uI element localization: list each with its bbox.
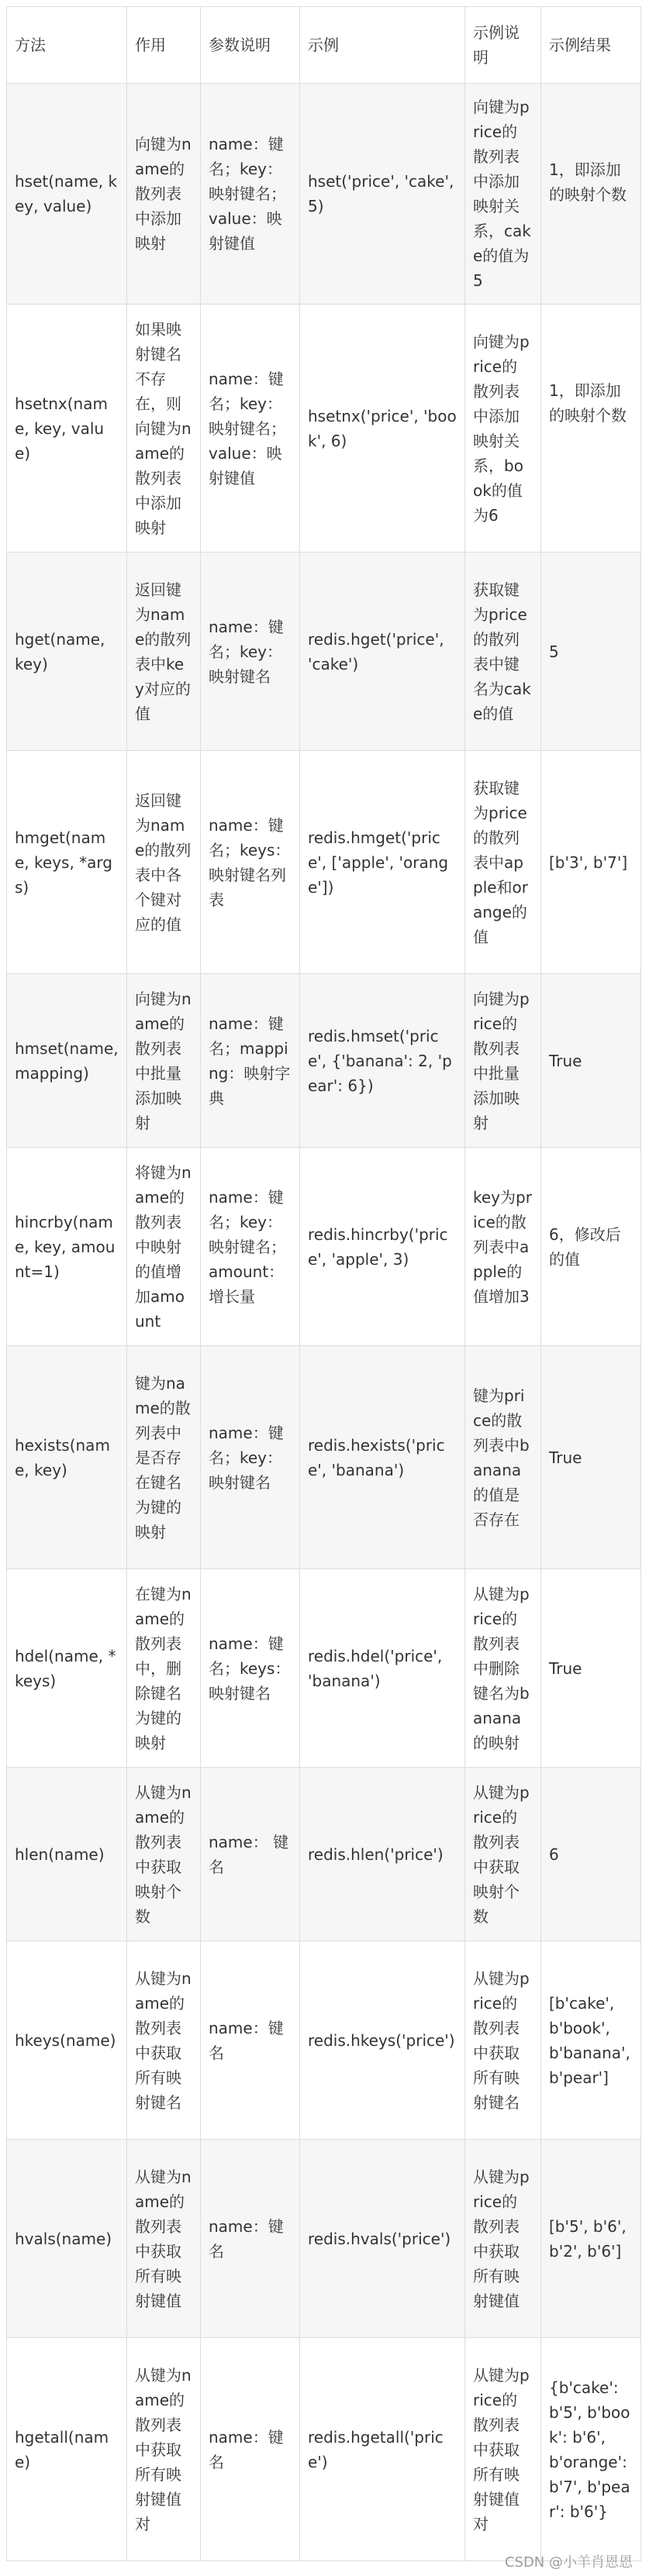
header-example: 示例 bbox=[300, 7, 465, 84]
header-row bbox=[7, 7, 641, 84]
csdn-watermark: CSDN @小羊肖恩恩 bbox=[504, 2554, 633, 2571]
cell-params: name：键名 bbox=[201, 2338, 300, 2561]
cell-method: hset(name, key, value) bbox=[7, 84, 127, 305]
cell-purpose: 向键为name的散列表中批量添加映射 bbox=[127, 974, 201, 1148]
cell-purpose: 从键为name的散列表中获取映射个数 bbox=[127, 1768, 201, 1941]
cell-example: redis.hmset('price', {'banana': 2, 'pear': 6}) bbox=[300, 974, 465, 1148]
cell-params: name：键名；key：映射键名 bbox=[201, 1346, 300, 1569]
table-row bbox=[7, 1569, 641, 1768]
cell-params: name：键名；keys：映射键名列表 bbox=[201, 751, 300, 974]
cell-result: True bbox=[541, 1569, 641, 1768]
header-method: 方法 bbox=[7, 7, 127, 84]
cell-method: hlen(name) bbox=[7, 1768, 127, 1941]
cell-result: [b'3', b'7'] bbox=[541, 751, 641, 974]
table-row bbox=[7, 84, 641, 305]
cell-method: hvals(name) bbox=[7, 2140, 127, 2338]
cell-example: redis.hkeys('price') bbox=[300, 1941, 465, 2140]
cell-example-desc: 从键为price的散列表中获取映射个数 bbox=[465, 1768, 541, 1941]
cell-example-desc: 从键为price的散列表中获取所有映射键值对 bbox=[465, 2338, 541, 2561]
cell-example: redis.hexists('price', 'banana') bbox=[300, 1346, 465, 1569]
cell-example-desc: 获取键为price的散列表中键名为cake的值 bbox=[465, 553, 541, 751]
header-purpose: 作用 bbox=[127, 7, 201, 84]
cell-purpose: 键为name的散列表中是否存在键名为键的映射 bbox=[127, 1346, 201, 1569]
cell-params: name：键名；mapping：映射字典 bbox=[201, 974, 300, 1148]
cell-example-desc: 从键为price的散列表中删除键名为banana的映射 bbox=[465, 1569, 541, 1768]
cell-purpose: 从键为name的散列表中获取所有映射键名 bbox=[127, 1941, 201, 2140]
cell-example-desc: 向键为price的散列表中批量添加映射 bbox=[465, 974, 541, 1148]
cell-params: name：键名；key：映射键名 bbox=[201, 553, 300, 751]
cell-example-desc: key为price的散列表中apple的值增加3 bbox=[465, 1148, 541, 1346]
cell-method: hmget(name, keys, *args) bbox=[7, 751, 127, 974]
cell-purpose: 如果映射键名不存在，则向键为name的散列表中添加映射 bbox=[127, 305, 201, 553]
cell-result: 1，即添加的映射个数 bbox=[541, 84, 641, 305]
cell-result: [b'5', b'6', b'2', b'6'] bbox=[541, 2140, 641, 2338]
cell-purpose: 向键为name的散列表中添加映射 bbox=[127, 84, 201, 305]
cell-method: hsetnx(name, key, value) bbox=[7, 305, 127, 553]
cell-example-desc: 向键为price的散列表中添加映射关系，book的值为6 bbox=[465, 305, 541, 553]
cell-purpose: 从键为name的散列表中获取所有映射键值 bbox=[127, 2140, 201, 2338]
cell-method: hexists(name, key) bbox=[7, 1346, 127, 1569]
cell-example: hsetnx('price', 'book', 6) bbox=[300, 305, 465, 553]
table-row bbox=[7, 2140, 641, 2338]
cell-params: name：键名 bbox=[201, 1941, 300, 2140]
table-row bbox=[7, 1941, 641, 2140]
header-params: 参数说明 bbox=[201, 7, 300, 84]
cell-purpose: 返回键为name的散列表中key对应的值 bbox=[127, 553, 201, 751]
header-result: 示例结果 bbox=[541, 7, 641, 84]
cell-params: name： 键名 bbox=[201, 1768, 300, 1941]
table-row bbox=[7, 1346, 641, 1569]
cell-example-desc: 从键为price的散列表中获取所有映射键名 bbox=[465, 1941, 541, 2140]
cell-result: 6 bbox=[541, 1768, 641, 1941]
cell-example: redis.hget('price', 'cake') bbox=[300, 553, 465, 751]
cell-example: redis.hincrby('price', 'apple', 3) bbox=[300, 1148, 465, 1346]
table-row bbox=[7, 751, 641, 974]
cell-method: hincrby(name, key, amount=1) bbox=[7, 1148, 127, 1346]
redis-hash-methods-table bbox=[6, 6, 641, 2561]
table-row bbox=[7, 305, 641, 553]
cell-result: True bbox=[541, 974, 641, 1148]
cell-method: hkeys(name) bbox=[7, 1941, 127, 2140]
cell-method: hgetall(name) bbox=[7, 2338, 127, 2561]
cell-method: hget(name, key) bbox=[7, 553, 127, 751]
cell-method: hdel(name, *keys) bbox=[7, 1569, 127, 1768]
table-row bbox=[7, 1768, 641, 1941]
cell-example-desc: 键为price的散列表中banana的值是否存在 bbox=[465, 1346, 541, 1569]
cell-example-desc: 获取键为price的散列表中apple和orange的值 bbox=[465, 751, 541, 974]
cell-result: 1，即添加的映射个数 bbox=[541, 305, 641, 553]
cell-method: hmset(name, mapping) bbox=[7, 974, 127, 1148]
cell-result: [b'cake', b'book', b'banana', b'pear'] bbox=[541, 1941, 641, 2140]
cell-example: hset('price', 'cake', 5) bbox=[300, 84, 465, 305]
table-row bbox=[7, 553, 641, 751]
cell-example: redis.hgetall('price') bbox=[300, 2338, 465, 2561]
cell-result: True bbox=[541, 1346, 641, 1569]
cell-example: redis.hmget('price', ['apple', 'orange']) bbox=[300, 751, 465, 974]
cell-purpose: 将键为name的散列表中映射的值增加amount bbox=[127, 1148, 201, 1346]
cell-result: {b'cake': b'5', b'book': b'6', b'orange': b'7', b'pear': b'6'} bbox=[541, 2338, 641, 2561]
header-example-desc: 示例说明 bbox=[465, 7, 541, 84]
cell-example: redis.hdel('price', 'banana') bbox=[300, 1569, 465, 1768]
cell-example-desc: 向键为price的散列表中添加映射关系，cake的值为5 bbox=[465, 84, 541, 305]
table-row bbox=[7, 1148, 641, 1346]
cell-example: redis.hvals('price') bbox=[300, 2140, 465, 2338]
table-row bbox=[7, 2338, 641, 2561]
cell-purpose: 返回键为name的散列表中各个键对应的值 bbox=[127, 751, 201, 974]
cell-example: redis.hlen('price') bbox=[300, 1768, 465, 1941]
cell-params: name：键名；keys：映射键名 bbox=[201, 1569, 300, 1768]
cell-params: name：键名 bbox=[201, 2140, 300, 2338]
cell-params: name：键名；key：映射键名；value：映射键值 bbox=[201, 84, 300, 305]
cell-params: name：键名；key：映射键名；value：映射键值 bbox=[201, 305, 300, 553]
cell-purpose: 在键为name的散列表中，删除键名为键的映射 bbox=[127, 1569, 201, 1768]
cell-purpose: 从键为name的散列表中获取所有映射键值对 bbox=[127, 2338, 201, 2561]
cell-params: name：键名；key：映射键名；amount：增长量 bbox=[201, 1148, 300, 1346]
cell-result: 6，修改后的值 bbox=[541, 1148, 641, 1346]
cell-example-desc: 从键为price的散列表中获取所有映射键值 bbox=[465, 2140, 541, 2338]
table-row bbox=[7, 974, 641, 1148]
cell-result: 5 bbox=[541, 553, 641, 751]
